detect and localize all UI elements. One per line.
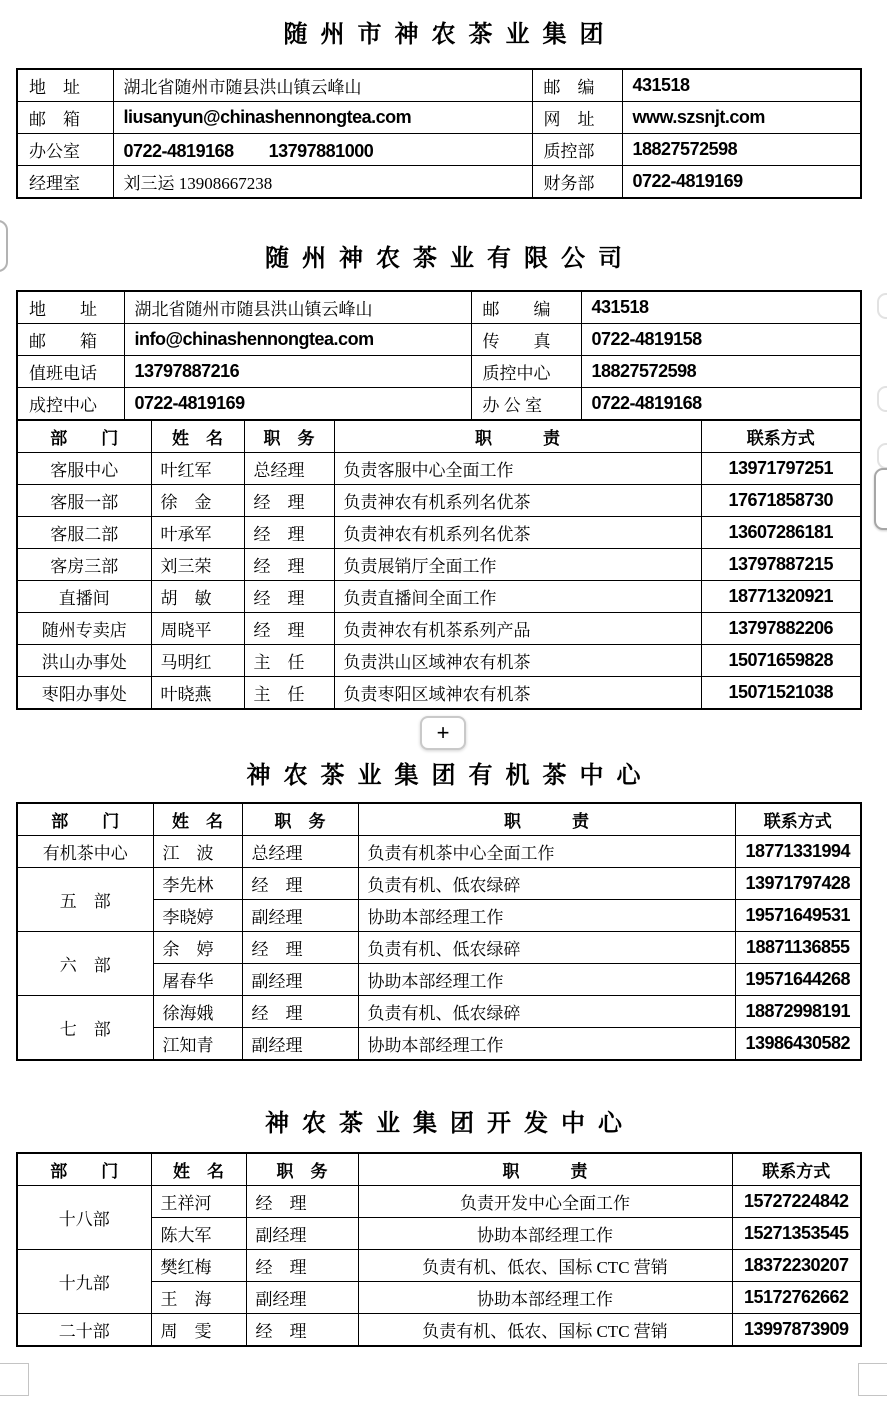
phone-cell: 19571644268: [735, 964, 861, 996]
edge-widget-left[interactable]: [0, 220, 8, 272]
dev-staff-table-grid: [16, 1152, 862, 1347]
title-cell: 副经理: [246, 1218, 358, 1250]
title-cell: 经 理: [244, 613, 334, 645]
info-row: [17, 291, 861, 324]
phone-cell: 18871136855: [735, 932, 861, 964]
info-value: 0722-4819158: [581, 324, 861, 356]
title-cell: 副经理: [242, 1028, 358, 1061]
info-value: 0722-4819169: [124, 388, 471, 421]
info-value: www.szsnjt.com: [622, 102, 861, 134]
info-value: 18827572598: [581, 356, 861, 388]
dept-cell: 洪山办事处: [17, 645, 151, 677]
name-cell: 李晓婷: [153, 900, 242, 932]
info-row: [17, 166, 861, 199]
info-value: 0722-4819168 13797881000: [113, 134, 532, 166]
dept-cell: 六 部: [17, 932, 153, 996]
info-label: 地 址: [17, 69, 113, 102]
dept-cell: 客服二部: [17, 517, 151, 549]
info-row: [17, 134, 861, 166]
dept-cell: 随州专卖店: [17, 613, 151, 645]
duty-cell: 协助本部经理工作: [358, 900, 735, 932]
duty-cell: 负责神农有机系列名优茶: [334, 517, 701, 549]
phone-cell: 13986430582: [735, 1028, 861, 1061]
dev-center-title: 神农茶业集团开发中心: [265, 1111, 635, 1137]
insert-row-button[interactable]: [420, 716, 466, 750]
phone-cell: 15071521038: [701, 677, 861, 710]
phone-cell: 15071659828: [701, 645, 861, 677]
phone-cell: 15271353545: [732, 1218, 861, 1250]
page-corner-right: [858, 1363, 887, 1396]
name-cell: 屠春华: [153, 964, 242, 996]
phone-cell: 19571649531: [735, 900, 861, 932]
info-value: 431518: [622, 69, 861, 102]
info-row: [17, 356, 861, 388]
organic-staff-table-grid: [16, 802, 862, 1061]
duty-cell: 负责神农有机茶系列产品: [334, 613, 701, 645]
plus-icon: +: [436, 720, 450, 745]
col-header-title: 职 务: [246, 1153, 358, 1186]
staff-row: [17, 581, 861, 613]
dept-cell: 七 部: [17, 996, 153, 1061]
dev-staff-table: [16, 1152, 860, 1347]
name-cell: 叶晓燕: [151, 677, 244, 710]
duty-cell: 负责有机、低农、国标 CTC 营销: [358, 1314, 732, 1347]
title-cell: 主 任: [244, 677, 334, 710]
staff-row: [17, 517, 861, 549]
info-label: 邮 编: [471, 291, 581, 324]
phone-cell: 15172762662: [732, 1282, 861, 1314]
info-value: 0722-4819169: [622, 166, 861, 199]
phone-cell: 13997873909: [732, 1314, 861, 1347]
duty-cell: 负责神农有机系列名优茶: [334, 485, 701, 517]
page-corner-left: [0, 1363, 29, 1396]
title-cell: 经 理: [246, 1250, 358, 1282]
title-cell: 副经理: [246, 1282, 358, 1314]
info-value: liusanyun@chinashennongtea.com: [113, 102, 532, 134]
staff-row: [17, 932, 861, 964]
col-header-duty: 职 责: [358, 1153, 732, 1186]
staff-row: [17, 836, 861, 868]
dept-cell: 十九部: [17, 1250, 151, 1314]
col-header-phone: 联系方式: [701, 420, 861, 453]
phone-cell: 15727224842: [732, 1186, 861, 1218]
info-value: info@chinashennongtea.com: [124, 324, 471, 356]
col-header-dept: 部 门: [17, 803, 153, 836]
info-row: [17, 324, 861, 356]
info-label: 地 址: [17, 291, 124, 324]
name-cell: 李先林: [153, 868, 242, 900]
info-value: 0722-4819168: [581, 388, 861, 421]
col-header-dept: 部 门: [17, 420, 151, 453]
info-value: 18827572598: [622, 134, 861, 166]
edge-widget-hint: [877, 293, 887, 319]
company-title: 随州神农茶业有限公司: [265, 246, 635, 272]
duty-cell: 负责开发中心全面工作: [358, 1186, 732, 1218]
staff-header-row: [17, 803, 861, 836]
title-cell: 经 理: [246, 1186, 358, 1218]
phone-cell: 18872998191: [735, 996, 861, 1028]
title-cell: 总经理: [244, 453, 334, 485]
name-cell: 樊红梅: [151, 1250, 246, 1282]
group-info-table-grid: [16, 68, 862, 199]
col-header-phone: 联系方式: [735, 803, 861, 836]
info-label: 成控中心: [17, 388, 124, 421]
duty-cell: 负责展销厅全面工作: [334, 549, 701, 581]
dept-cell: 五 部: [17, 868, 153, 932]
name-cell: 叶承军: [151, 517, 244, 549]
info-label: 质控部: [532, 134, 622, 166]
title-cell: 经 理: [244, 549, 334, 581]
duty-cell: 负责有机茶中心全面工作: [358, 836, 735, 868]
info-label: 传 真: [471, 324, 581, 356]
col-header-name: 姓 名: [151, 1153, 246, 1186]
duty-cell: 负责有机、低农绿碎: [358, 932, 735, 964]
name-cell: 徐海娥: [153, 996, 242, 1028]
staff-row: [17, 677, 861, 710]
name-cell: 胡 敏: [151, 581, 244, 613]
name-cell: 王 海: [151, 1282, 246, 1314]
title-cell: 经 理: [242, 932, 358, 964]
group-title: 随州市神农茶业集团: [283, 22, 617, 48]
phone-cell: 13971797428: [735, 868, 861, 900]
col-header-dept: 部 门: [17, 1153, 151, 1186]
edge-widget-hint: [877, 386, 887, 412]
staff-row: [17, 549, 861, 581]
col-header-title: 职 务: [244, 420, 334, 453]
company-info-table-grid: [16, 290, 862, 421]
phone-cell: 18771331994: [735, 836, 861, 868]
staff-row: [17, 1314, 861, 1347]
name-cell: 马明红: [151, 645, 244, 677]
dept-cell: 有机茶中心: [17, 836, 153, 868]
info-value: 湖北省随州市随县洪山镇云峰山: [124, 291, 471, 324]
company-info-table: [16, 290, 860, 710]
duty-cell: 协助本部经理工作: [358, 1218, 732, 1250]
col-header-title: 职 务: [242, 803, 358, 836]
info-value: 刘三运 13908667238: [113, 166, 532, 199]
edge-widget-right[interactable]: [874, 468, 887, 530]
staff-row: [17, 485, 861, 517]
info-value: 13797887216: [124, 356, 471, 388]
duty-cell: 负责枣阳区域神农有机茶: [334, 677, 701, 710]
title-cell: 副经理: [242, 964, 358, 996]
duty-cell: 协助本部经理工作: [358, 964, 735, 996]
col-header-name: 姓 名: [153, 803, 242, 836]
name-cell: 徐 金: [151, 485, 244, 517]
dept-cell: 直播间: [17, 581, 151, 613]
info-value: 431518: [581, 291, 861, 324]
name-cell: 余 婷: [153, 932, 242, 964]
staff-row: [17, 1186, 861, 1218]
title-cell: 经 理: [246, 1314, 358, 1347]
staff-row: [17, 996, 861, 1028]
title-cell: 副经理: [242, 900, 358, 932]
name-cell: 刘三荣: [151, 549, 244, 581]
phone-cell: 13607286181: [701, 517, 861, 549]
duty-cell: 负责洪山区域神农有机茶: [334, 645, 701, 677]
title-cell: 经 理: [244, 485, 334, 517]
col-header-duty: 职 责: [334, 420, 701, 453]
info-value: 湖北省随州市随县洪山镇云峰山: [113, 69, 532, 102]
name-cell: 江知青: [153, 1028, 242, 1061]
phone-cell: 18372230207: [732, 1250, 861, 1282]
title-cell: 经 理: [244, 517, 334, 549]
dept-cell: 十八部: [17, 1186, 151, 1250]
info-label: 邮 箱: [17, 324, 124, 356]
info-label: 值班电话: [17, 356, 124, 388]
dept-cell: 客服中心: [17, 453, 151, 485]
duty-cell: 负责有机、低农绿碎: [358, 868, 735, 900]
duty-cell: 协助本部经理工作: [358, 1028, 735, 1061]
name-cell: 王祥河: [151, 1186, 246, 1218]
dept-cell: 客房三部: [17, 549, 151, 581]
duty-cell: 负责直播间全面工作: [334, 581, 701, 613]
info-row: [17, 388, 861, 421]
title-cell: 经 理: [242, 868, 358, 900]
organic-staff-table: [16, 802, 860, 1061]
staff-row: [17, 1250, 861, 1282]
info-row: [17, 69, 861, 102]
info-label: 财务部: [532, 166, 622, 199]
company-staff-table: [16, 419, 862, 710]
duty-cell: 负责客服中心全面工作: [334, 453, 701, 485]
staff-row: [17, 613, 861, 645]
col-header-duty: 职 责: [358, 803, 735, 836]
title-cell: 经 理: [242, 996, 358, 1028]
duty-cell: 负责有机、低农、国标 CTC 营销: [358, 1250, 732, 1282]
phone-cell: 13797882206: [701, 613, 861, 645]
staff-row: [17, 868, 861, 900]
organic-center-title: 神农茶业集团有机茶中心: [246, 763, 654, 789]
dept-cell: 客服一部: [17, 485, 151, 517]
info-label: 办公室: [17, 134, 113, 166]
staff-row: [17, 453, 861, 485]
name-cell: 叶红军: [151, 453, 244, 485]
name-cell: 江 波: [153, 836, 242, 868]
name-cell: 周晓平: [151, 613, 244, 645]
group-info-table: [16, 68, 860, 199]
staff-row: [17, 645, 861, 677]
title-cell: 总经理: [242, 836, 358, 868]
info-label: 办 公 室: [471, 388, 581, 421]
col-header-name: 姓 名: [151, 420, 244, 453]
phone-cell: 18771320921: [701, 581, 861, 613]
duty-cell: 协助本部经理工作: [358, 1282, 732, 1314]
dept-cell: 枣阳办事处: [17, 677, 151, 710]
col-header-phone: 联系方式: [732, 1153, 861, 1186]
staff-header-row: [17, 420, 861, 453]
staff-header-row: [17, 1153, 861, 1186]
info-label: 经理室: [17, 166, 113, 199]
name-cell: 陈大军: [151, 1218, 246, 1250]
title-cell: 经 理: [244, 581, 334, 613]
dept-cell: 二十部: [17, 1314, 151, 1347]
duty-cell: 负责有机、低农绿碎: [358, 996, 735, 1028]
info-row: [17, 102, 861, 134]
edge-widget-hint: [877, 443, 887, 469]
info-label: 邮 编: [532, 69, 622, 102]
info-label: 网 址: [532, 102, 622, 134]
phone-cell: 17671858730: [701, 485, 861, 517]
phone-cell: 13797887215: [701, 549, 861, 581]
info-label: 邮 箱: [17, 102, 113, 134]
name-cell: 周 雯: [151, 1314, 246, 1347]
phone-cell: 13971797251: [701, 453, 861, 485]
info-label: 质控中心: [471, 356, 581, 388]
title-cell: 主 任: [244, 645, 334, 677]
